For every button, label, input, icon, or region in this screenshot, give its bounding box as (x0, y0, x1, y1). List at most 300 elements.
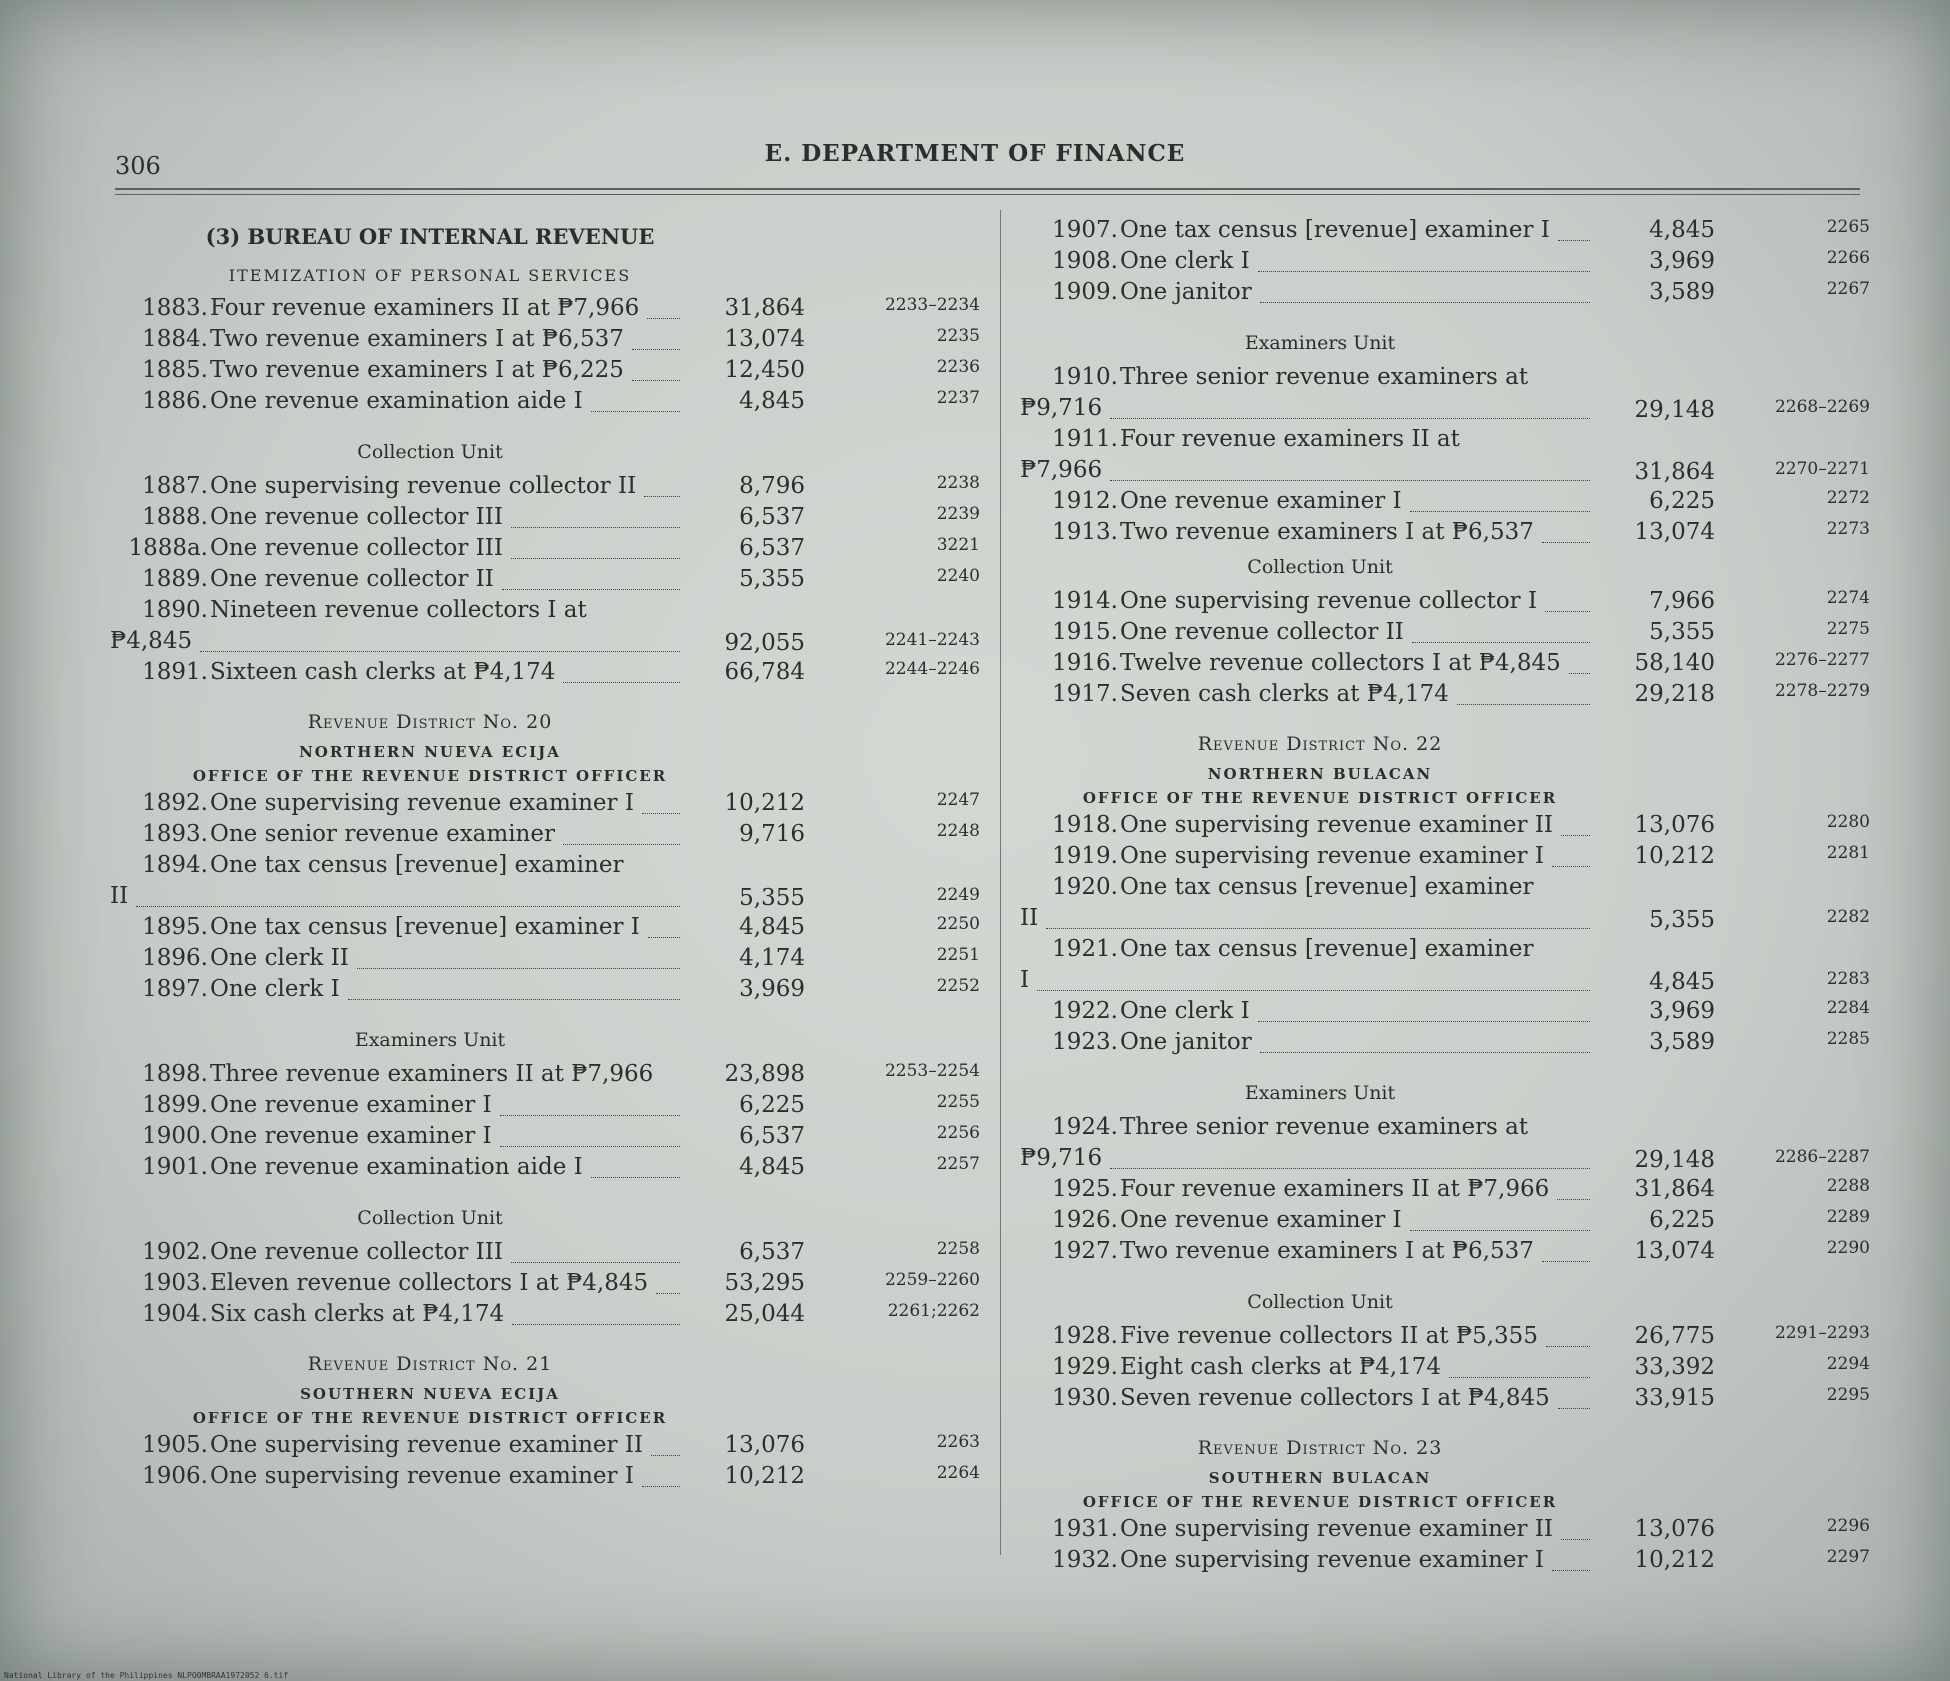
item-reference: 2253–2254 (884, 1061, 980, 1081)
item-description: One tax census [revenue] examiner (1120, 874, 1534, 900)
item-description: Four revenue examiners II at ₱7,966 (210, 295, 640, 321)
item-reference: 2244–2246 (884, 659, 980, 679)
item-reference: 2274 (1826, 588, 1870, 608)
item-reference: 2263 (936, 1432, 980, 1452)
leader-dots (1037, 990, 1590, 991)
item-description: One clerk I (210, 976, 340, 1002)
item-amount: 92,055 (724, 630, 805, 656)
table-row (110, 564, 980, 595)
item-reference: 2282 (1826, 907, 1870, 927)
item-amount: 26,775 (1634, 1323, 1715, 1349)
item-reference: 2259–2260 (884, 1270, 980, 1290)
item-description: One supervising revenue collector II (210, 473, 637, 499)
item-description: One revenue collector II (1120, 619, 1404, 645)
leader-dots (1561, 835, 1590, 836)
item-number: 1896. (142, 945, 208, 971)
item-description: Twelve revenue collectors I at ₱4,845 (1120, 650, 1561, 676)
leader-dots (1258, 271, 1590, 272)
item-description: One clerk II (210, 945, 349, 971)
leader-dots (511, 1262, 680, 1263)
item-amount: 5,355 (1649, 907, 1715, 933)
leader-dots (500, 1115, 680, 1116)
table-row (1020, 1352, 1870, 1383)
item-description: Four revenue examiners II at (1120, 426, 1460, 452)
table-row (110, 324, 980, 355)
table-row (1020, 872, 1870, 934)
item-number: 1887. (142, 473, 208, 499)
item-reference: 2283 (1826, 969, 1870, 989)
leader-dots (1561, 1539, 1590, 1540)
item-number: 1910. (1052, 364, 1118, 390)
table-row (110, 1237, 980, 1268)
item-description-cont: ₱4,845 (110, 628, 193, 654)
unit-heading: Examiners Unit (1244, 1082, 1396, 1104)
item-amount: 10,212 (1634, 1547, 1715, 1573)
item-amount: 6,225 (1649, 488, 1715, 514)
item-reference: 2296 (1826, 1516, 1870, 1536)
item-description: Three senior revenue examiners at (1120, 364, 1529, 390)
item-number: 1917. (1052, 681, 1118, 707)
item-description-cont: I (1020, 967, 1030, 993)
item-reference: 2270–2271 (1774, 459, 1870, 479)
table-row (110, 943, 980, 974)
item-amount: 53,295 (724, 1270, 805, 1296)
item-number: 1908. (1052, 248, 1118, 274)
table-row (1020, 424, 1870, 486)
item-description: One tax census [revenue] examiner (1120, 936, 1534, 962)
table-row (1020, 586, 1870, 617)
item-reference: 2235 (936, 326, 980, 346)
item-description: Three senior revenue examiners at (1120, 1114, 1529, 1140)
district-heading: Revenue District No. 22 (1197, 733, 1443, 755)
leader-dots (348, 999, 680, 1000)
item-number: 1884. (142, 326, 208, 352)
table-row (1020, 215, 1870, 246)
item-number: 1894. (142, 852, 208, 878)
item-amount: 10,212 (1634, 843, 1715, 869)
item-amount: 23,898 (724, 1061, 805, 1087)
item-reference: 2239 (936, 504, 980, 524)
item-reference: 2249 (936, 885, 980, 905)
item-number: 1885. (142, 357, 208, 383)
item-amount: 13,074 (1634, 519, 1715, 545)
district-heading: Revenue District No. 23 (1197, 1437, 1443, 1459)
item-number: 1926. (1052, 1207, 1118, 1233)
leader-dots (1558, 1408, 1590, 1409)
item-amount: 10,212 (724, 1463, 805, 1489)
item-number: 1900. (142, 1123, 208, 1149)
item-amount: 3,969 (1649, 998, 1715, 1024)
item-number: 1891. (142, 659, 208, 685)
table-row (110, 471, 980, 502)
leader-dots (1542, 1261, 1590, 1262)
table-row (110, 355, 980, 386)
item-number: 1902. (142, 1239, 208, 1265)
leader-dots (511, 527, 680, 528)
item-description-cont: ₱9,716 (1020, 395, 1103, 421)
item-description: Two revenue examiners I at ₱6,537 (210, 326, 624, 352)
table-row (1020, 934, 1870, 996)
item-description: One tax census [revenue] examiner I (1120, 217, 1550, 243)
item-amount: 8,796 (739, 473, 805, 499)
table-row (110, 1299, 980, 1330)
item-reference: 2297 (1826, 1547, 1870, 1567)
item-number: 1886. (142, 388, 208, 414)
item-description: One janitor (1120, 279, 1252, 305)
leader-dots (644, 496, 680, 497)
table-row (1020, 517, 1870, 548)
item-reference: 3221 (936, 535, 980, 555)
column-divider (1000, 210, 1001, 1555)
item-number: 1895. (142, 914, 208, 940)
item-reference: 2284 (1826, 998, 1870, 1018)
leader-dots (1260, 302, 1590, 303)
item-description: One revenue examination aide I (210, 1154, 583, 1180)
leader-dots (1260, 1052, 1590, 1053)
item-number: 1915. (1052, 619, 1118, 645)
item-amount: 5,355 (1649, 619, 1715, 645)
item-reference: 2255 (936, 1092, 980, 1112)
leader-dots (563, 682, 680, 683)
leader-dots (591, 1177, 680, 1178)
district-subheading: NORTHERN BULACAN (1207, 765, 1433, 783)
item-reference: 2290 (1826, 1238, 1870, 1258)
item-reference: 2258 (936, 1239, 980, 1259)
item-reference: 2251 (936, 945, 980, 965)
item-reference: 2257 (936, 1154, 980, 1174)
item-number: 1918. (1052, 812, 1118, 838)
table-row (1020, 1383, 1870, 1414)
item-description: One revenue collector III (210, 535, 503, 561)
item-description: One supervising revenue examiner I (1120, 1547, 1544, 1573)
item-number: 1923. (1052, 1029, 1118, 1055)
table-row (1020, 810, 1870, 841)
item-number: 1930. (1052, 1385, 1118, 1411)
item-reference: 2236 (936, 357, 980, 377)
table-row (1020, 1321, 1870, 1352)
leader-dots (563, 844, 680, 845)
leader-dots (502, 589, 680, 590)
item-number: 1898. (142, 1061, 208, 1087)
item-description: One tax census [revenue] examiner (210, 852, 624, 878)
table-row (110, 1268, 980, 1299)
leader-dots (1410, 511, 1590, 512)
item-description: One supervising revenue examiner I (210, 790, 634, 816)
item-number: 1889. (142, 566, 208, 592)
item-reference: 2272 (1826, 488, 1870, 508)
table-row (110, 386, 980, 417)
unit-heading: Examiners Unit (1244, 332, 1396, 354)
item-amount: 58,140 (1634, 650, 1715, 676)
table-row (110, 850, 980, 912)
item-amount: 4,845 (739, 1154, 805, 1180)
item-amount: 5,355 (739, 885, 805, 911)
table-row (110, 1121, 980, 1152)
item-reference: 2294 (1826, 1354, 1870, 1374)
item-number: 1892. (142, 790, 208, 816)
item-amount: 29,218 (1634, 681, 1715, 707)
table-row (110, 819, 980, 850)
table-row (1020, 617, 1870, 648)
item-amount: 6,225 (739, 1092, 805, 1118)
leader-dots (632, 380, 680, 381)
page-number: 306 (115, 152, 161, 180)
item-description: One revenue examiner I (210, 1123, 492, 1149)
leader-dots (1457, 704, 1590, 705)
table-row (1020, 1514, 1870, 1545)
item-amount: 13,076 (1634, 1516, 1715, 1542)
item-reference: 2289 (1826, 1207, 1870, 1227)
leader-dots (357, 968, 680, 969)
item-description: One clerk I (1120, 248, 1250, 274)
table-row (1020, 1174, 1870, 1205)
item-reference: 2241–2243 (884, 630, 980, 650)
item-description: Two revenue examiners I at ₱6,537 (1120, 519, 1534, 545)
item-amount: 33,915 (1634, 1385, 1715, 1411)
item-description: Two revenue examiners I at ₱6,225 (210, 357, 624, 383)
unit-heading: Collection Unit (1247, 1291, 1393, 1313)
item-number: 1932. (1052, 1547, 1118, 1573)
item-number: 1925. (1052, 1176, 1118, 1202)
table-row (1020, 277, 1870, 308)
item-description-cont: II (110, 883, 129, 909)
leader-dots (647, 318, 680, 319)
item-reference: 2267 (1826, 279, 1870, 299)
item-number: 1888. (142, 504, 208, 530)
item-amount: 13,074 (1634, 1238, 1715, 1264)
item-reference: 2266 (1826, 248, 1870, 268)
leader-dots (1258, 1021, 1590, 1022)
item-number: 1907. (1052, 217, 1118, 243)
item-reference: 2286–2287 (1774, 1147, 1870, 1167)
item-description: One clerk I (1120, 998, 1250, 1024)
table-row (1020, 1112, 1870, 1174)
table-row (1020, 679, 1870, 710)
item-number: 1931. (1052, 1516, 1118, 1542)
item-reference: 2291–2293 (1774, 1323, 1870, 1343)
section-heading: (3) BUREAU OF INTERNAL REVENUE (205, 224, 655, 249)
item-amount: 12,450 (724, 357, 805, 383)
leader-dots (591, 411, 680, 412)
leader-dots (656, 1293, 680, 1294)
district-heading: Revenue District No. 20 (307, 711, 553, 733)
leader-dots (512, 1324, 680, 1325)
leader-dots (1558, 240, 1590, 241)
item-amount: 33,392 (1634, 1354, 1715, 1380)
item-amount: 3,969 (1649, 248, 1715, 274)
table-row (1020, 1027, 1870, 1058)
district-subheading: SOUTHERN NUEVA ECIJA (300, 1385, 560, 1403)
unit-heading: Examiners Unit (354, 1029, 506, 1051)
item-description: One revenue examiner I (1120, 1207, 1402, 1233)
table-row (1020, 362, 1870, 424)
item-number: 1922. (1052, 998, 1118, 1024)
item-amount: 4,845 (739, 388, 805, 414)
item-reference: 2285 (1826, 1029, 1870, 1049)
item-amount: 31,864 (1634, 1176, 1715, 1202)
item-description: Six cash clerks at ₱4,174 (210, 1301, 505, 1327)
item-description-cont: ₱9,716 (1020, 1145, 1103, 1171)
item-amount: 4,845 (1649, 969, 1715, 995)
item-description: Seven revenue collectors I at ₱4,845 (1120, 1385, 1550, 1411)
table-row (1020, 246, 1870, 277)
item-description: One revenue collector III (210, 1239, 503, 1265)
district-subheading: OFFICE OF THE REVENUE DISTRICT OFFICER (1082, 789, 1558, 807)
right-column (1020, 215, 1870, 1576)
item-amount: 31,864 (724, 295, 805, 321)
table-row (110, 502, 980, 533)
item-reference: 2247 (936, 790, 980, 810)
district-subheading: NORTHERN NUEVA ECIJA (299, 743, 561, 761)
leader-dots (648, 937, 680, 938)
item-amount: 6,537 (739, 535, 805, 561)
table-row (1020, 841, 1870, 872)
item-description: One supervising revenue examiner I (1120, 843, 1544, 869)
item-amount: 10,212 (724, 790, 805, 816)
page-title: E. DEPARTMENT OF FINANCE (764, 140, 1186, 167)
item-number: 1916. (1052, 650, 1118, 676)
table-row (110, 293, 980, 324)
table-row (110, 657, 980, 688)
item-number: 1893. (142, 821, 208, 847)
item-amount: 66,784 (724, 659, 805, 685)
left-column (110, 215, 980, 1492)
item-amount: 3,969 (739, 976, 805, 1002)
section-subheading: ITEMIZATION OF PERSONAL SERVICES (228, 266, 632, 285)
item-description: One revenue examination aide I (210, 388, 583, 414)
item-amount: 3,589 (1649, 279, 1715, 305)
item-reference: 2275 (1826, 619, 1870, 639)
item-amount: 13,076 (724, 1432, 805, 1458)
item-amount: 29,148 (1634, 1147, 1715, 1173)
table-row (1020, 996, 1870, 1027)
item-reference: 2261;2262 (887, 1301, 980, 1321)
item-amount: 4,845 (1649, 217, 1715, 243)
leader-dots (1110, 418, 1590, 419)
item-amount: 31,864 (1634, 459, 1715, 485)
district-heading: Revenue District No. 21 (307, 1353, 553, 1375)
item-amount: 29,148 (1634, 397, 1715, 423)
item-number: 1912. (1052, 488, 1118, 514)
item-number: 1929. (1052, 1354, 1118, 1380)
item-amount: 5,355 (739, 566, 805, 592)
item-reference: 2281 (1826, 843, 1870, 863)
item-amount: 6,225 (1649, 1207, 1715, 1233)
item-amount: 25,044 (724, 1301, 805, 1327)
leader-dots (200, 651, 680, 652)
leader-dots (1046, 928, 1590, 929)
leader-dots (651, 1455, 680, 1456)
leader-dots (1110, 480, 1590, 481)
item-description: Four revenue examiners II at ₱7,966 (1120, 1176, 1550, 1202)
table-row (110, 1059, 980, 1090)
item-number: 1883. (142, 295, 208, 321)
leader-dots (642, 813, 680, 814)
item-description: One tax census [revenue] examiner I (210, 914, 640, 940)
table-row (110, 1090, 980, 1121)
item-description: Two revenue examiners I at ₱6,537 (1120, 1238, 1534, 1264)
district-subheading: OFFICE OF THE REVENUE DISTRICT OFFICER (192, 1409, 668, 1427)
item-reference: 2252 (936, 976, 980, 996)
table-row (1020, 1545, 1870, 1576)
item-reference: 2265 (1826, 217, 1870, 237)
item-number: 1903. (142, 1270, 208, 1296)
item-amount: 4,845 (739, 914, 805, 940)
item-amount: 6,537 (739, 1123, 805, 1149)
item-number: 1906. (142, 1463, 208, 1489)
item-reference: 2237 (936, 388, 980, 408)
leader-dots (500, 1146, 680, 1147)
item-reference: 2256 (936, 1123, 980, 1143)
item-reference: 2278–2279 (1774, 681, 1870, 701)
item-description: One revenue collector II (210, 566, 494, 592)
item-number: 1913. (1052, 519, 1118, 545)
item-description: One supervising revenue examiner II (210, 1432, 644, 1458)
item-reference: 2233–2234 (884, 295, 980, 315)
item-description: Eight cash clerks at ₱4,174 (1120, 1354, 1442, 1380)
item-amount: 9,716 (739, 821, 805, 847)
item-number: 1904. (142, 1301, 208, 1327)
item-description: One revenue collector III (210, 504, 503, 530)
leader-dots (1542, 542, 1590, 543)
item-description: One supervising revenue examiner I (210, 1463, 634, 1489)
header-rule (115, 188, 1860, 190)
item-description: Seven cash clerks at ₱4,174 (1120, 681, 1449, 707)
header-rule-thin (115, 194, 1860, 195)
item-amount: 4,174 (739, 945, 805, 971)
item-reference: 2280 (1826, 812, 1870, 832)
item-amount: 6,537 (739, 504, 805, 530)
leader-dots (511, 558, 680, 559)
item-number: 1905. (142, 1432, 208, 1458)
item-description: One janitor (1120, 1029, 1252, 1055)
leader-dots (1449, 1377, 1590, 1378)
item-reference: 2295 (1826, 1385, 1870, 1405)
leader-dots (1412, 642, 1590, 643)
item-description: One supervising revenue collector I (1120, 588, 1538, 614)
table-row (1020, 648, 1870, 679)
leader-dots (632, 349, 680, 350)
item-reference: 2250 (936, 914, 980, 934)
leader-dots (136, 906, 680, 907)
item-amount: 7,966 (1649, 588, 1715, 614)
item-number: 1911. (1052, 426, 1118, 452)
unit-heading: Collection Unit (357, 441, 503, 463)
item-description-cont: II (1020, 905, 1039, 931)
leader-dots (1569, 673, 1590, 674)
leader-dots (1552, 1570, 1590, 1571)
item-number: 1901. (142, 1154, 208, 1180)
table-row (110, 1461, 980, 1492)
leader-dots (1552, 866, 1590, 867)
item-number: 1919. (1052, 843, 1118, 869)
table-row (110, 1152, 980, 1183)
item-description: Sixteen cash clerks at ₱4,174 (210, 659, 556, 685)
item-amount: 13,074 (724, 326, 805, 352)
item-description: One supervising revenue examiner II (1120, 1516, 1554, 1542)
item-description: Nineteen revenue collectors I at (210, 597, 587, 623)
leader-dots (1546, 1346, 1590, 1347)
leader-dots (1545, 611, 1590, 612)
table-row (110, 1430, 980, 1461)
item-number: 1890. (142, 597, 208, 623)
item-reference: 2276–2277 (1774, 650, 1870, 670)
item-description-cont: ₱7,966 (1020, 457, 1103, 483)
table-row (110, 533, 980, 564)
item-reference: 2268–2269 (1774, 397, 1870, 417)
leader-dots (1410, 1230, 1590, 1231)
item-description: Three revenue examiners II at ₱7,966 (210, 1061, 654, 1087)
